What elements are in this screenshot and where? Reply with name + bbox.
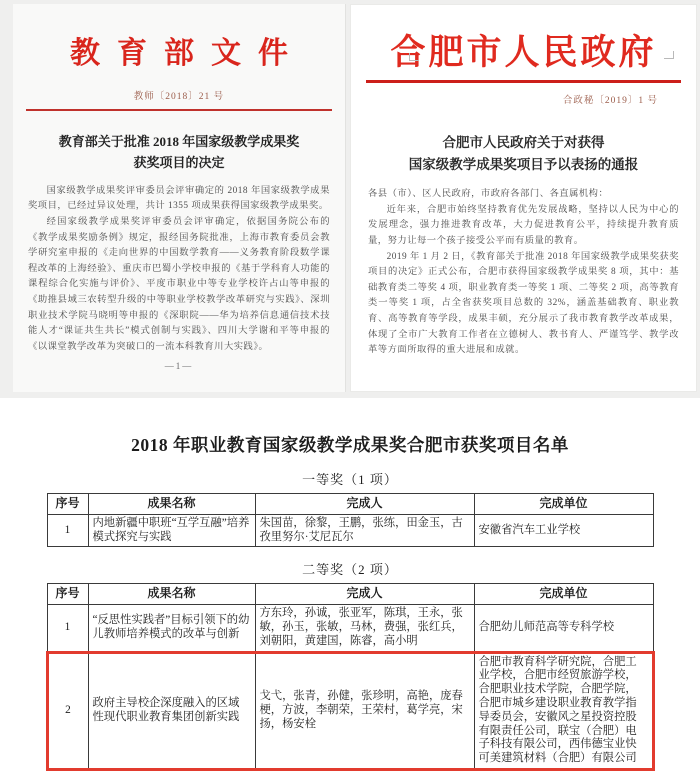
cell-organization: 合肥市教育科学研究院，合肥工业学校，合肥市经贸旅游学校，合肥职业技术学院，合肥学院，合肥市城乡建设职业教育教学指导委员会，安徽风之星投资控股有限责任公司，联宝（合肥）电子科技有限公司，西伟德宝业快可美建筑材料（合肥）有限公司	[474, 652, 653, 769]
column-header-org: 完成单位	[474, 584, 653, 605]
hefei-notice-title-line1: 合肥市人民政府关于对获得	[442, 135, 605, 150]
cell-people: 朱国苗，徐黎，王鹏，张练，田金玉，古孜里努尔·艾尼瓦尔	[255, 514, 474, 547]
award-list-section	[0, 398, 700, 784]
tier2-subtitle: 二等奖（2 项）	[302, 562, 398, 578]
hefei-paragraph-1: 近年来，合肥市始终坚持教育优先发展战略，坚持以人民为中心的发展理念，强力推进教育改革，大力促进教育公平，持续提升教育质量，努力让每一个孩子接受公平而有质量的教育。	[368, 204, 679, 246]
cell-organization: 合肥幼儿师范高等专科学校	[474, 605, 653, 652]
table-row	[47, 514, 653, 547]
cell-achievement-name: 内地新疆中职班“互学互融”培养模式探究与实践	[88, 514, 255, 547]
hefei-document-number: 合政秘〔2019〕1 号	[562, 96, 658, 106]
hefei-salutation: 各县（市）、区人民政府，市政府各部门、各直属机构：	[368, 189, 609, 200]
cell-people: 方东玲，孙诚，张亚军，陈琪，王永，张敏，孙玉，张敏，马林，费强，张红兵，刘朝阳，黄建国，陈睿，高小明	[255, 605, 474, 652]
moe-red-rule	[26, 109, 332, 111]
cell-no: 2	[47, 652, 88, 769]
hefei-paragraph-2: 2019 年 1 月 2 日，《教育部关于批准 2018 年国家级教学成果奖获奖项目的决定》正式公布，合肥市获得国家级教学成果奖 8 项，其中：基础教育类二等奖 4 项，职业教育类一等奖 1 项、二等奖 2 项，高等教育类一等奖 1 项，占全省获奖项目总数的 32%，涵盖基础教育、职业教育、高等教育等学段，成果丰硕，充分展示了我市教育教学改革成果，体现了全市广大教育工作者在立德树人、教书育人、严谨笃学、教学改革等方面所取得的重大进展和成就。	[368, 251, 679, 356]
table-row-highlighted	[47, 652, 653, 769]
hefei-document-page	[350, 4, 697, 392]
column-header-no: 序号	[47, 494, 88, 515]
moe-document-page	[13, 4, 346, 392]
column-header-org: 完成单位	[474, 494, 653, 515]
tier1-subtitle: 一等奖（1 项）	[302, 472, 398, 487]
cell-no: 1	[47, 605, 88, 652]
moe-body-text	[13, 184, 345, 356]
moe-decision-title-line2: 获奖项目的决定	[133, 155, 225, 171]
moe-letterhead-title: 教育部文件	[70, 37, 305, 70]
column-header-name: 成果名称	[88, 584, 255, 605]
cell-organization: 安徽省汽车工业学校	[474, 514, 653, 547]
table-row	[47, 605, 653, 652]
column-header-name: 成果名称	[88, 494, 255, 515]
tier1-table	[47, 493, 654, 547]
crop-mark-icon	[664, 51, 674, 59]
hefei-red-rule	[366, 80, 681, 83]
cell-no: 1	[47, 514, 88, 547]
crop-mark-icon	[409, 53, 419, 61]
moe-decision-title-line1: 教育部关于批准 2018 年国家级教学成果奖	[58, 134, 300, 149]
tier1-header-row	[47, 494, 653, 515]
cell-achievement-name: 政府主导校企深度融入的区域性现代职业教育集团创新实践	[88, 652, 255, 769]
cell-achievement-name: “反思性实践者”目标引领下的幼儿教师培养模式的改革与创新	[88, 605, 255, 652]
moe-paragraph-1: 国家级教学成果奖评审委员会评审确定的 2018 年国家级教学成果奖项目，已经过异议处理，共计 1355 项成果获得国家级教学成果奖。	[28, 185, 330, 212]
tier2-table	[46, 583, 655, 771]
cell-people: 戈弋，张青，孙健，张珍明，高艳，庞春梗，方波，李朝荣，王荣村，葛学亮，宋扬，杨安栓	[255, 652, 474, 769]
column-header-no: 序号	[47, 584, 88, 605]
moe-page-number: —1—	[164, 361, 194, 372]
column-header-people: 完成人	[255, 494, 474, 515]
hefei-letterhead-title: 合肥市人民政府	[390, 33, 657, 72]
moe-document-number: 教师〔2018〕21 号	[133, 92, 225, 102]
tier2-header-row	[47, 584, 653, 605]
column-header-people: 完成人	[255, 584, 474, 605]
moe-decision-title	[13, 131, 345, 174]
hefei-body-text	[351, 187, 696, 359]
hefei-notice-title	[351, 132, 696, 175]
moe-paragraph-2: 经国家级教学成果奖评审委员会评审确定，依据国务院公布的《教学成果奖励条例》规定，报经国务院批准，上海市教育委员会教学研究室申报的《走向世界的中国数学教育——义务教育阶段数学课程改革的上海经验》、重庆市巴蜀小学校申报的《基于学科育人功能的课程综合化实施与评价》、平度市职业中等专业学校许占山等申报的《助推县域三农转型升级的中等职业学校教学改革研究与实践》、深圳职业技术学院马晓明等申报的《深职院——华为培养信息通信技术技能人才“课证共生共长”模式创制与实践》、四川大学谢和平等申报的《以课堂教学改革为突破口的一流本科教育川大实践》。	[28, 217, 330, 352]
hefei-notice-title-line2: 国家级教学成果奖项目予以表扬的通报	[408, 156, 639, 172]
award-list-title: 2018 年职业教育国家级教学成果奖合肥市获奖项目名单	[131, 435, 569, 455]
